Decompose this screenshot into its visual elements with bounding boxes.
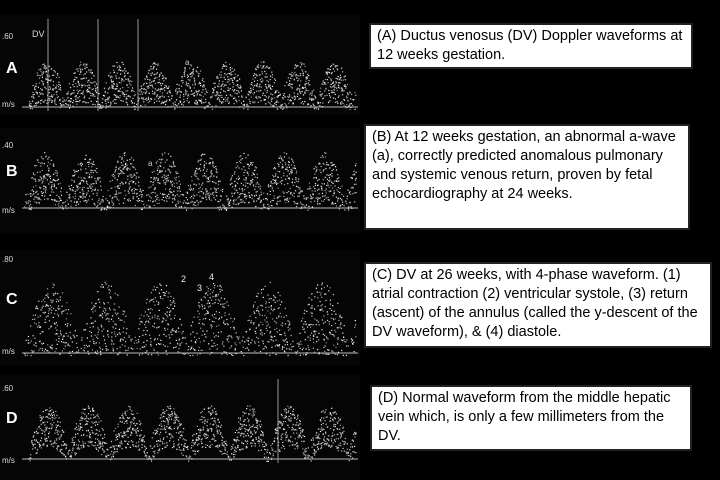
a-wave-marker: a [185,58,190,67]
phase-marker-4: 4 [209,272,215,282]
phase-marker-3: 3 [197,283,203,293]
caption-d-text: (D) Normal waveform from the middle hepatic vein which, is only a few millimeters from the DV. [378,390,671,444]
doppler-panel-d [0,375,360,480]
panel-letter-a: A [6,60,18,77]
caption-a [369,23,693,69]
speckle-layer [22,379,358,463]
panel-letter-b: B [6,163,18,180]
caption-d [370,385,692,451]
caption-c-text: (C) DV at 26 weeks, with 4-phase waveform. (1) atrial contraction (2) ventricular systole, (3) return (ascent) of the annulus (called the y-descent of the DV waveform), & (4) diastole. [372,267,698,340]
panel-letter-c: C [6,291,18,308]
scale-top-label: .60 [2,384,14,393]
speckle-layer [22,152,358,211]
a-wave-marker: a [148,159,153,168]
unit-label: m/s [2,100,15,109]
doppler-waveform-d [0,375,360,480]
panel-letter-d: D [6,410,18,427]
scale-top-label: .40 [2,141,14,150]
unit-label: m/s [2,206,15,215]
unit-label: m/s [2,456,15,465]
doppler-waveform-a [0,15,360,115]
caption-b [364,124,690,230]
phase-marker-2: 2 [181,274,187,284]
scale-top-label: .80 [2,255,14,264]
speckle-layer [22,19,358,111]
unit-label: m/s [2,347,15,356]
doppler-waveform-c [0,250,360,365]
caption-a-text: (A) Ductus venosus (DV) Doppler waveforms at 12 weeks gestation. [377,28,683,63]
doppler-panel-b [0,128,360,233]
doppler-panel-c [0,250,360,365]
doppler-waveform-b [0,128,360,233]
caption-c [364,262,712,348]
speckle-layer [22,282,358,356]
caption-b-text: (B) At 12 weeks gestation, an abnormal a-wave (a), correctly predicted anomalous pulmonary and systemic venous return, proven by fetal echocardiography at 24 weeks. [372,129,676,202]
scale-top-label: .60 [2,32,14,41]
dv-tag: DV [32,29,45,39]
doppler-panel-a [0,15,360,115]
